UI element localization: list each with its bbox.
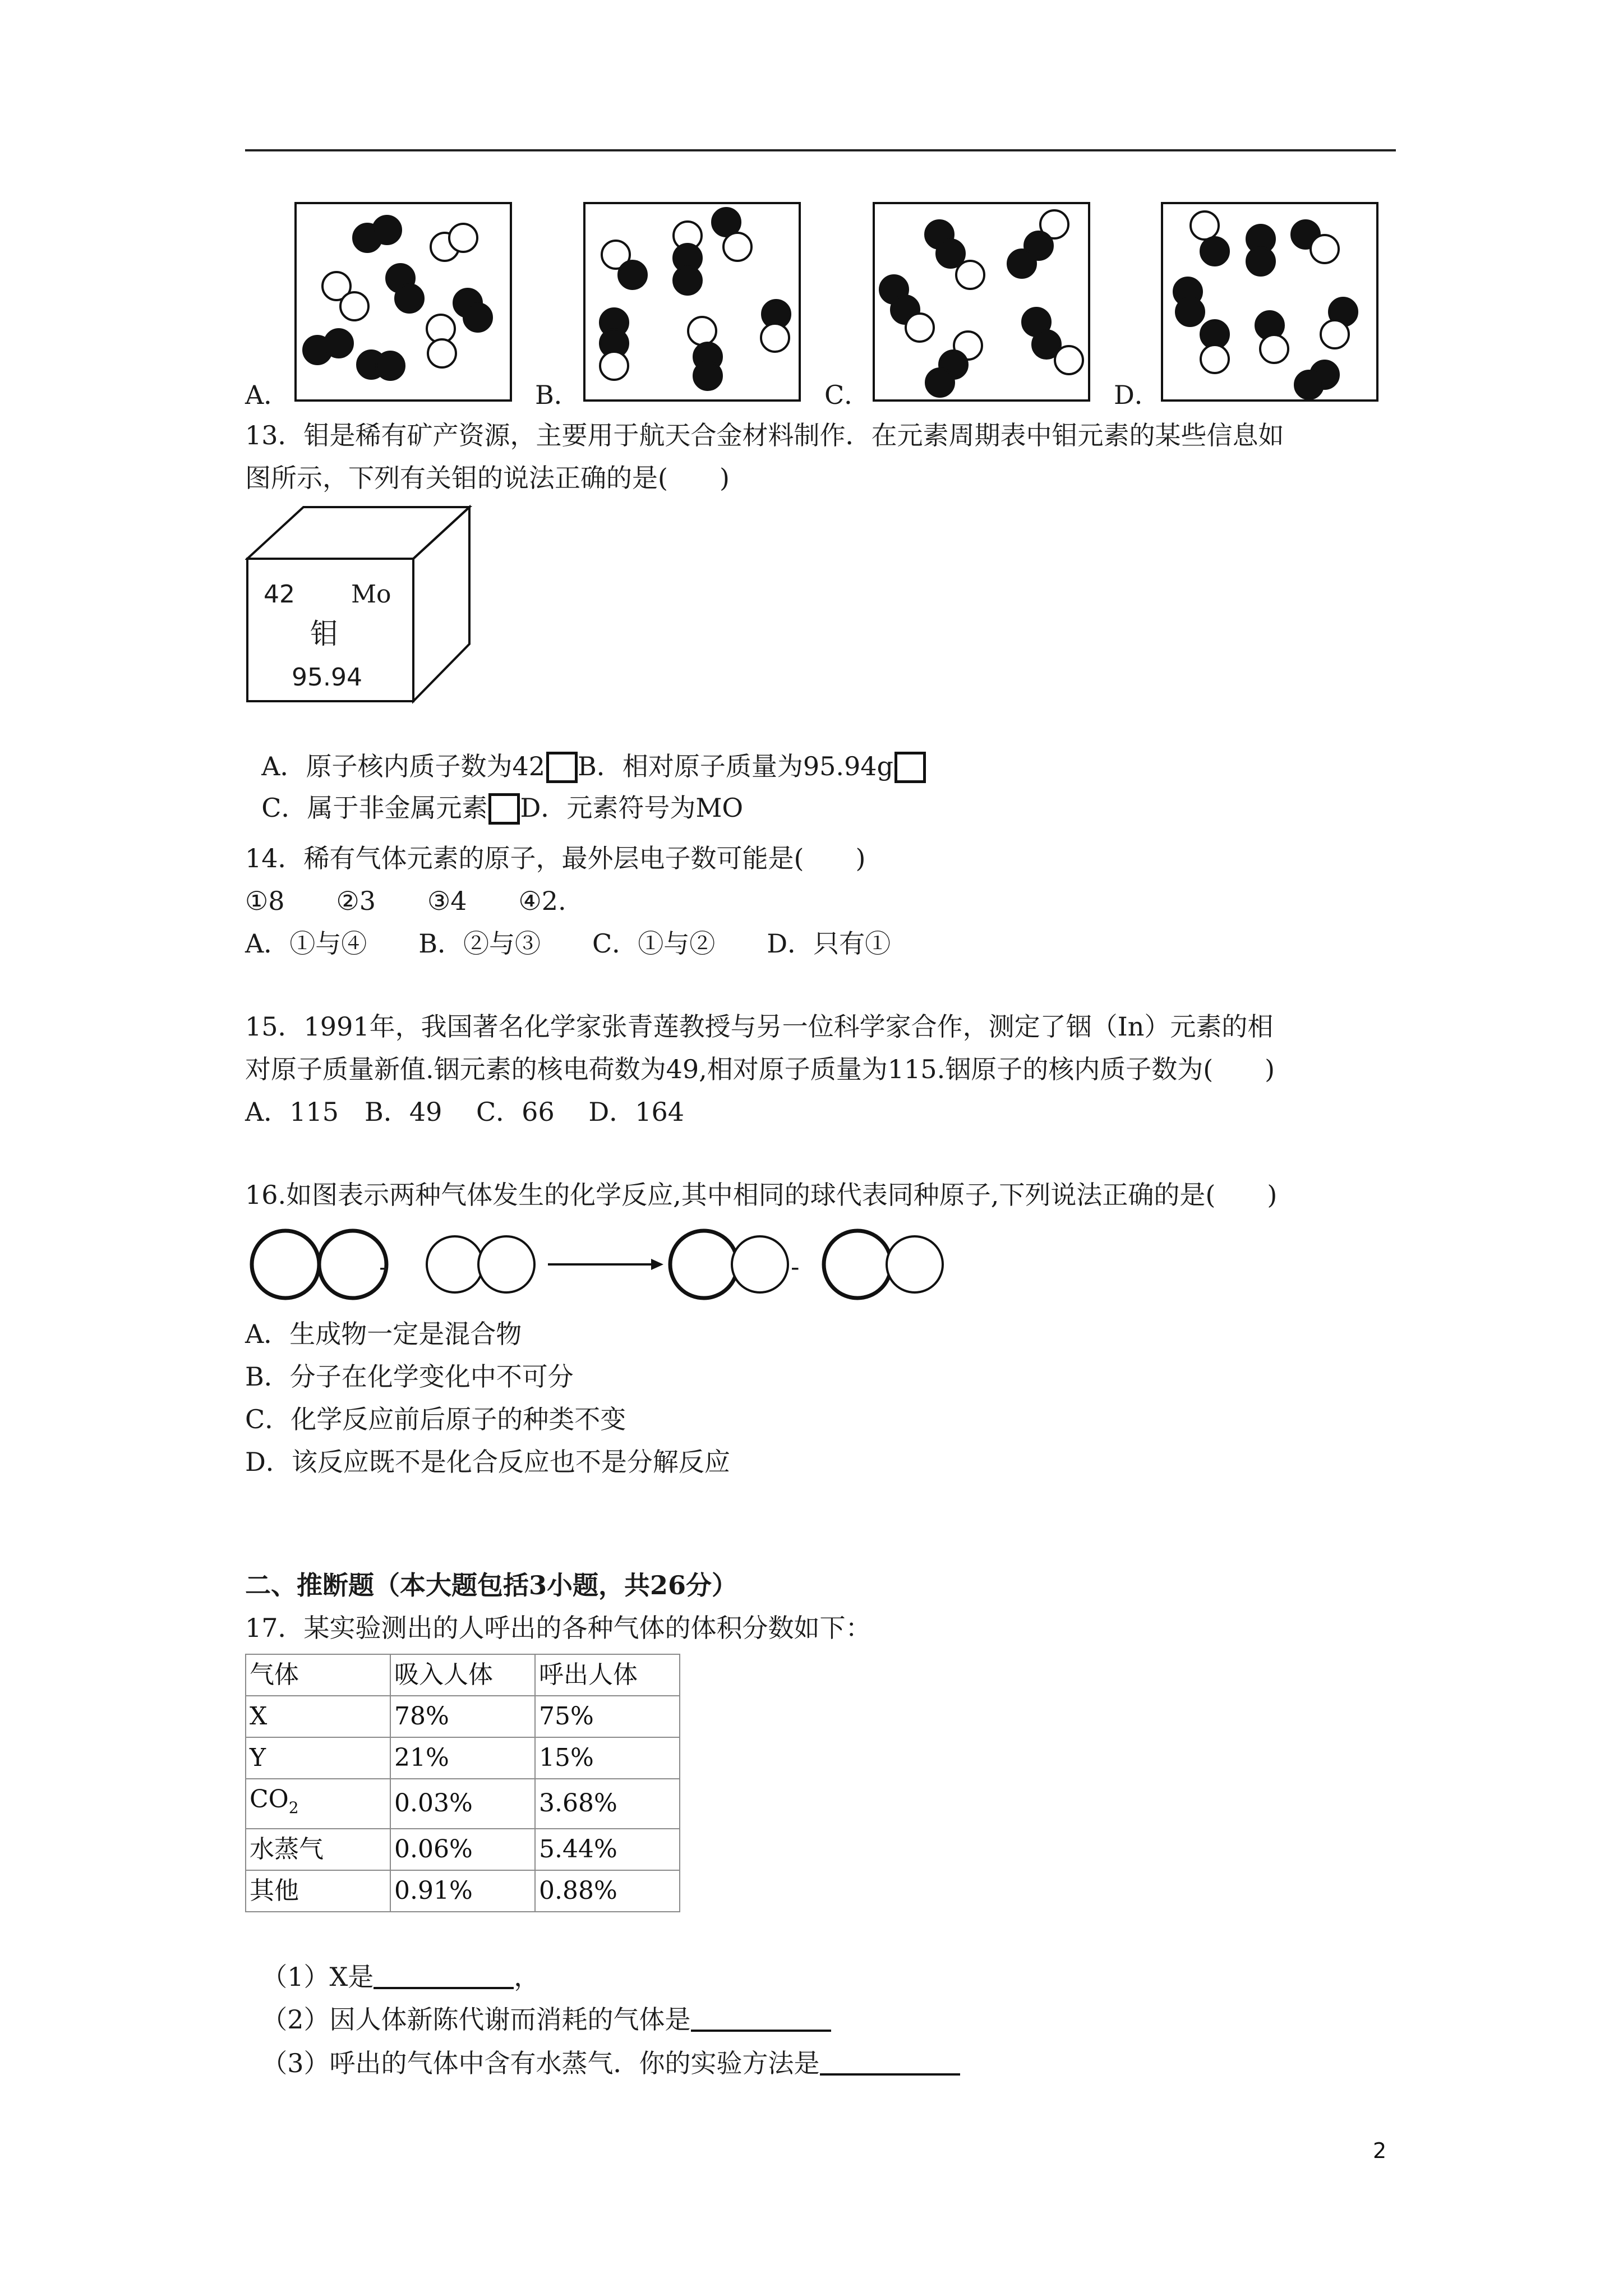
answer-box (488, 793, 520, 825)
figure-d (1162, 203, 1377, 401)
header-cell: 气体 (246, 1654, 390, 1696)
q12-option-c[interactable]: C． (824, 380, 870, 410)
q13-option-a[interactable]: A．原子核内质子数为42 (261, 751, 546, 781)
table-cell: 15% (535, 1737, 680, 1779)
table-cell: 5.44% (535, 1829, 680, 1870)
header-cell: 吸入人体 (390, 1654, 535, 1696)
plus-sign: - (791, 1251, 800, 1282)
table-header-row (246, 1654, 680, 1696)
element-name: 钼 (310, 618, 338, 650)
table-cell: X (246, 1696, 390, 1737)
q12-option-a[interactable]: A． (245, 380, 290, 410)
table-cell: 0.91% (390, 1870, 535, 1912)
plus-sign: - (379, 1251, 388, 1282)
table-row (246, 1829, 680, 1870)
reaction-diagram (245, 1226, 952, 1310)
answer-blank[interactable] (820, 2051, 960, 2076)
q16-option-d[interactable]: D．该反应既不是化合反应也不是分解反应 (245, 1447, 730, 1477)
table-cell: 0.03% (390, 1779, 535, 1829)
q15-stem-line1: 15．1991年，我国著名化学家张青莲教授与另一位科学家合作，测定了铟（In）元素的相 (245, 1011, 1274, 1042)
q13-option-c[interactable]: C．属于非金属元素 (261, 793, 488, 823)
q14-options[interactable]: A．①与④ B．②与③ C．①与② D．只有① (245, 928, 891, 959)
q17-sub1-end: ， (514, 1962, 540, 1992)
co2-label: CO (250, 1785, 289, 1814)
table-cell: 21% (390, 1737, 535, 1779)
q17-sub2-text: （2）因人体新陈代谢而消耗的气体是 (261, 2004, 691, 2035)
q16-option-a[interactable]: A．生成物一定是混合物 (245, 1319, 522, 1349)
q15-stem-line2: 对原子质量新值.铟元素的核电荷数为49,相对原子质量为115.铟原子的核内质子数为( ) (245, 1054, 1275, 1084)
q16-stem: 16.如图表示两种气体发生的化学反应,其中相同的球代表同种原子,下列说法正确的是( ) (245, 1180, 1278, 1210)
figure-a (296, 203, 511, 401)
q12-option-b[interactable]: B． (535, 380, 580, 410)
table-row (246, 1696, 680, 1737)
q13-option-d[interactable]: D．元素符号为MO (520, 793, 744, 823)
table-cell: 78% (390, 1696, 535, 1737)
q13-stem-line1: 13．钼是稀有矿产资源，主要用于航天合金材料制作．在元素周期表中钼元素的某些信息如 (245, 420, 1284, 450)
figure-b (584, 203, 800, 401)
q13-options-row2 (245, 757, 743, 825)
table-cell: 3.68% (535, 1779, 680, 1829)
q16-option-c[interactable]: C．化学反应前后原子的种类不变 (245, 1404, 626, 1434)
q13-stem-line2: 图所示，下列有关钼的说法正确的是( ) (245, 463, 730, 493)
header-cell: 呼出人体 (535, 1654, 680, 1696)
table-row (246, 1737, 680, 1779)
table-cell: 水蒸气 (246, 1829, 390, 1870)
table-row (246, 1870, 680, 1912)
element-atomic-number: 42 (264, 580, 295, 609)
table-cell: 其他 (246, 1870, 390, 1912)
table-cell: 75% (535, 1696, 680, 1737)
table-cell: 0.06% (390, 1829, 535, 1870)
table-cell: 0.88% (535, 1870, 680, 1912)
section-heading: 二、推断题（本大题包括3小题，共26分） (245, 1570, 738, 1600)
page-number: 2 (1373, 2138, 1387, 2163)
element-mass: 95.94 (292, 663, 362, 692)
q12-figures (0, 0, 1623, 426)
q15-options[interactable]: A．115 B．49 C．66 D．164 (245, 1097, 685, 1127)
q17-sub3-text: （3）呼出的气体中含有水蒸气．你的实验方法是 (261, 2048, 820, 2078)
co2-subscript: 2 (288, 1798, 299, 1817)
q14-stem: 14．稀有气体元素的原子，最外层电子数可能是( ) (245, 843, 866, 873)
table-cell-co2 (246, 1779, 390, 1829)
q17-sub1-text: （1）X是 (261, 1962, 374, 1992)
table-row (246, 1779, 680, 1829)
gas-volume-table (245, 1654, 680, 1912)
answer-box (895, 752, 926, 783)
q13-option-b[interactable]: B．相对原子质量为95.94g (578, 751, 893, 781)
table-cell: Y (246, 1737, 390, 1779)
q17-stem: 17．某实验测出的人呼出的各种气体的体积分数如下： (245, 1613, 872, 1643)
q17-sub3 (245, 2013, 960, 2080)
figure-c (874, 203, 1089, 401)
element-symbol: Mo (351, 580, 391, 609)
q12-option-d[interactable]: D． (1114, 380, 1160, 410)
q16-option-b[interactable]: B．分子在化学变化中不可分 (245, 1361, 574, 1392)
q14-items: ①8 ②3 ③4 ④2. (245, 886, 566, 916)
